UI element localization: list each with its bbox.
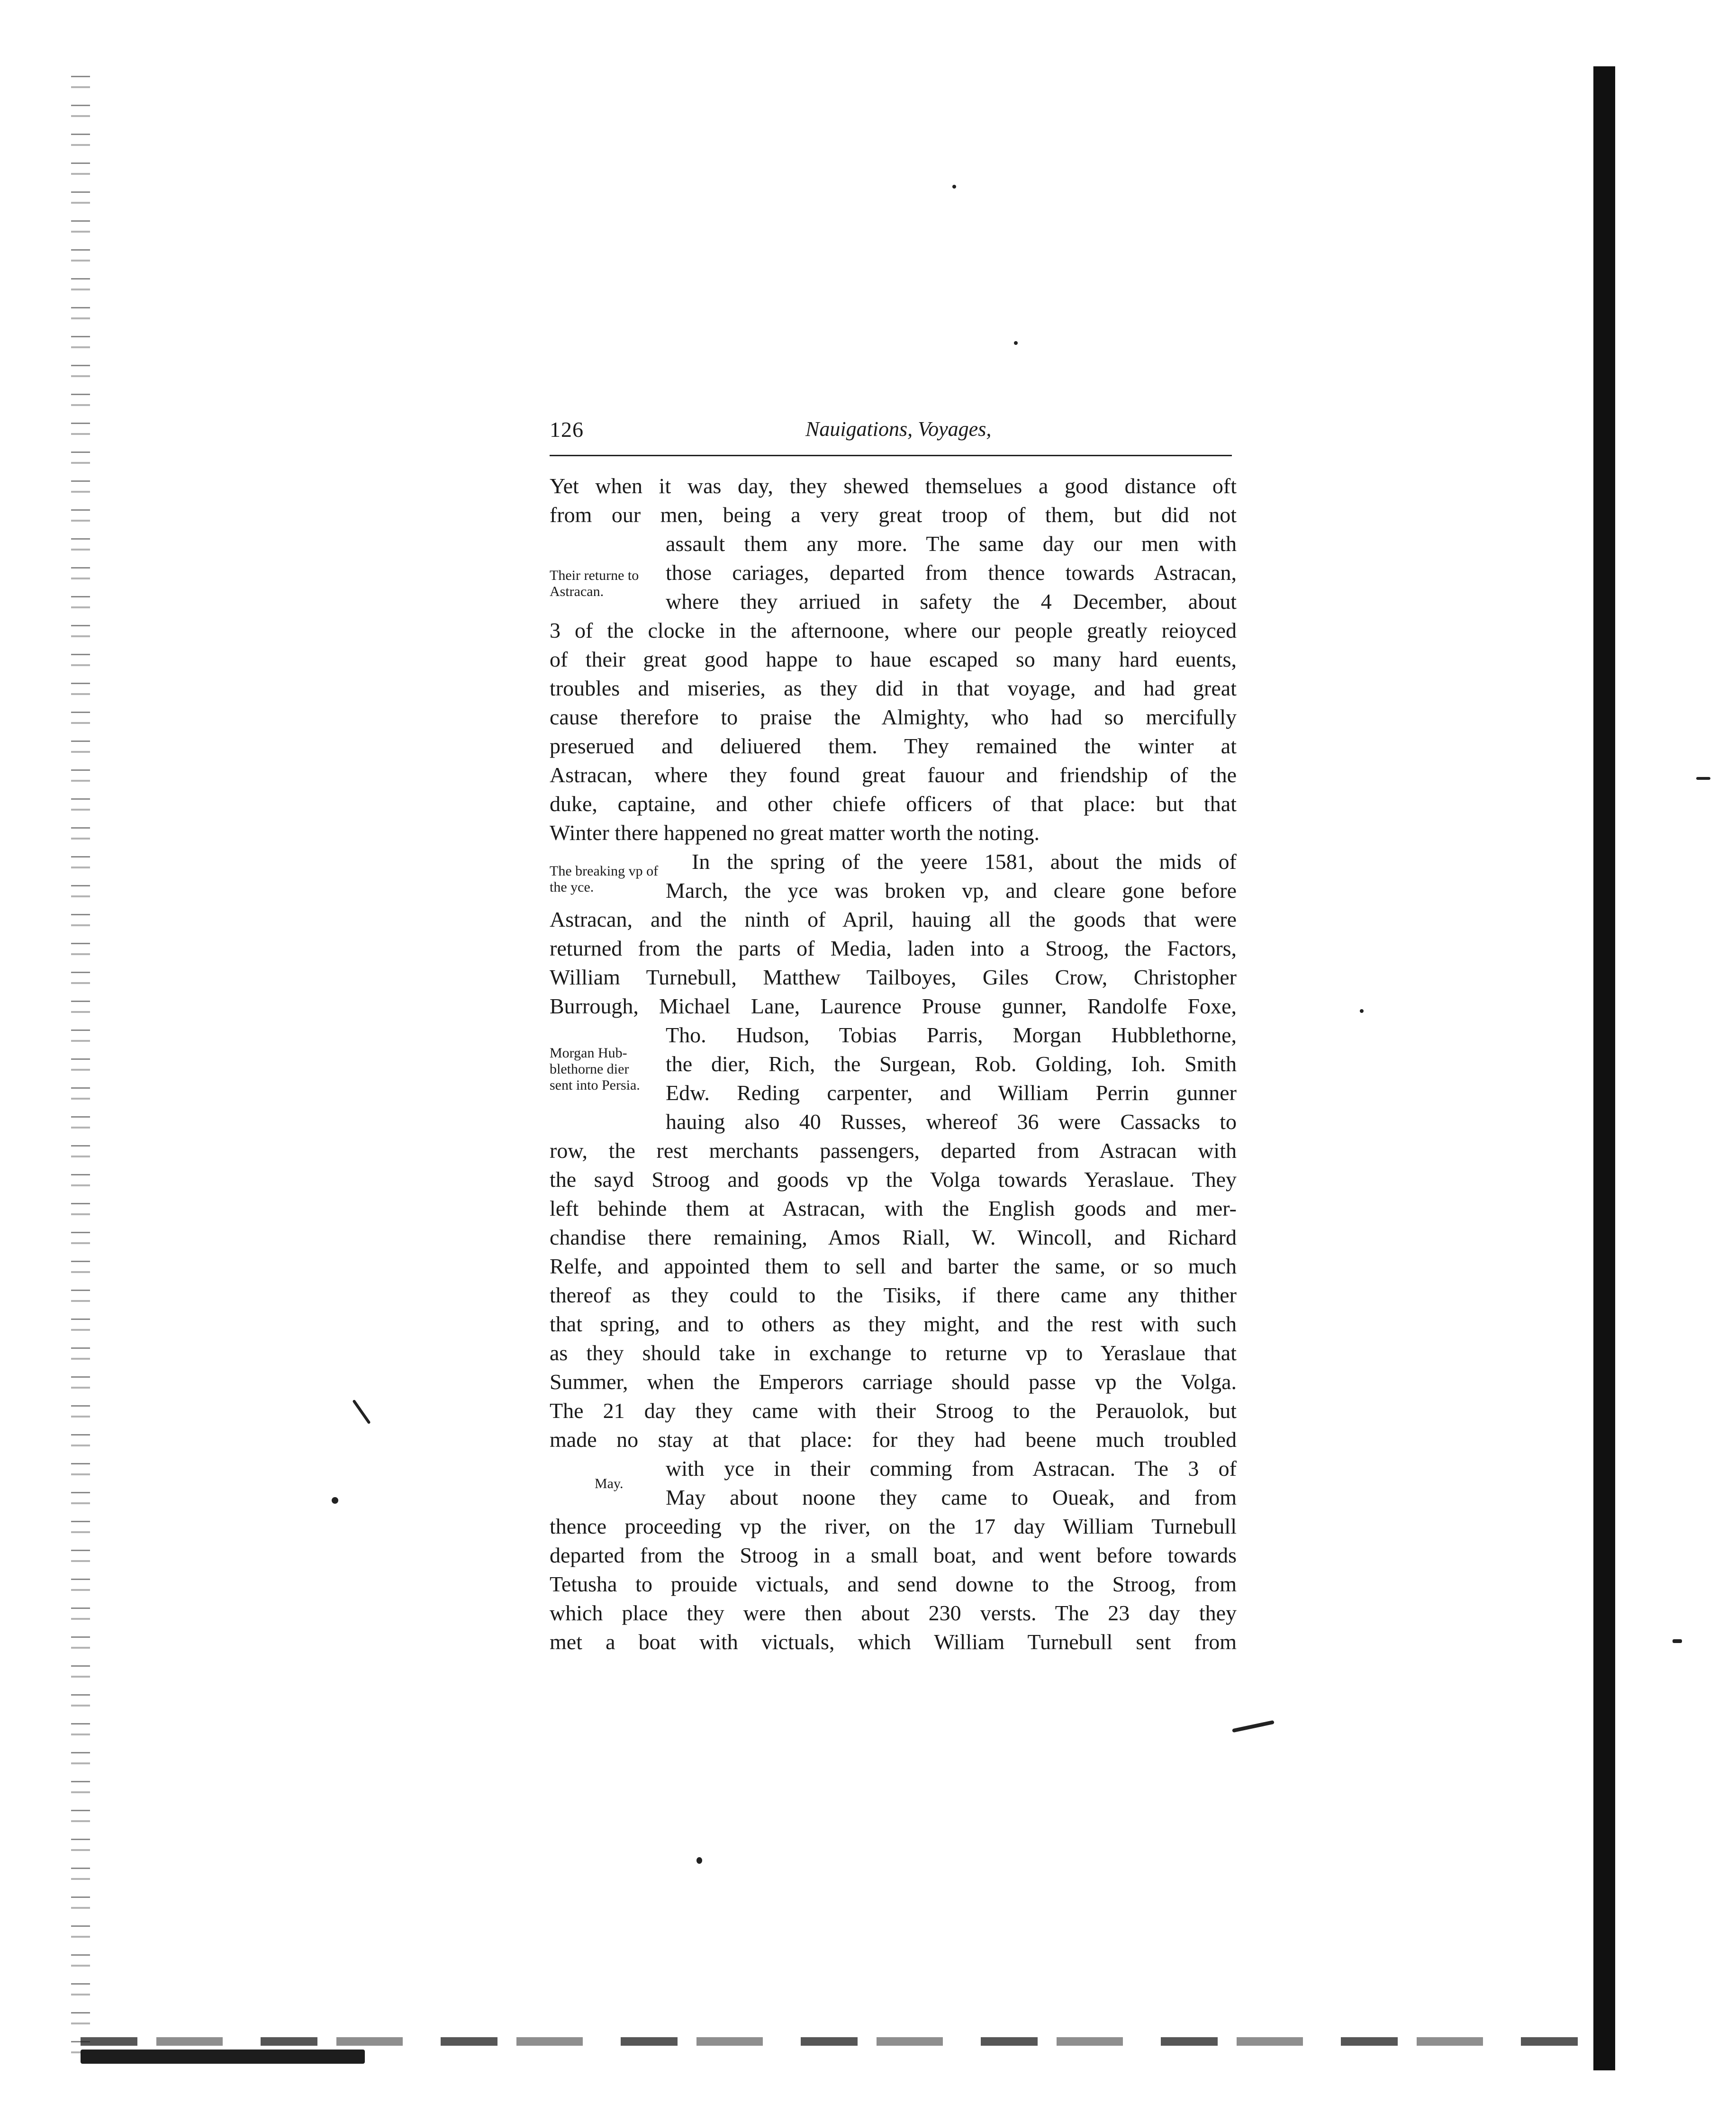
margin-note-returne: Their returne to Astracan.	[550, 568, 639, 599]
margin-note-may: May.	[595, 1476, 624, 1491]
text-line: May about noone they came to Oueak, and from	[666, 1485, 1237, 1509]
text-line: row, the rest merchants passengers, departed from Astracan with	[550, 1138, 1237, 1163]
text-line: the sayd Stroog and goods vp the Volga towards Yeraslaue. They	[550, 1167, 1237, 1192]
text-line: Edw. Reding carpenter, and William Perrin gunner	[666, 1081, 1237, 1105]
text-line: thence proceeding vp the river, on the 17 day William Turnebull	[550, 1514, 1237, 1538]
text-line: that spring, and to others as they might, and the rest with such	[550, 1312, 1237, 1336]
text-line: troubles and miseries, as they did in that voyage, and had great	[550, 676, 1237, 700]
text-line: Tetusha to prouide victuals, and send downe to the Stroog, from	[550, 1572, 1237, 1596]
scan-speck	[352, 1400, 371, 1425]
text-line: preserued and deliuered them. They remained the winter at	[550, 734, 1237, 758]
text-line: Summer, when the Emperors carriage should passe vp the Volga.	[550, 1370, 1237, 1394]
binding-shadow-bar	[1593, 66, 1615, 2070]
scan-speck	[332, 1497, 338, 1504]
text-line: William Turnebull, Matthew Tailboyes, Giles Crow, Christopher	[550, 965, 1237, 989]
text-line: left behinde them at Astracan, with the English goods and mer-	[550, 1196, 1237, 1220]
text-line: made no stay at that place: for they had beene much troubled	[550, 1427, 1237, 1452]
text-line: the dier, Rich, the Surgean, Rob. Golding, Ioh. Smith	[666, 1052, 1237, 1076]
scan-speck	[1673, 1639, 1682, 1643]
page-number: 126	[550, 417, 584, 442]
text-line: from our men, being a very great troop of them, but did not	[550, 503, 1237, 527]
text-line: with yce in their comming from Astracan. The 3 of	[666, 1456, 1237, 1481]
header-rule	[550, 455, 1232, 456]
scan-speck	[1232, 1720, 1275, 1733]
text-line: assault them any more. The same day our men with	[666, 532, 1237, 556]
text-line: returned from the parts of Media, laden into a Stroog, the Factors,	[550, 936, 1237, 960]
scan-speck	[1360, 1009, 1364, 1013]
text-line: duke, captaine, and other chiefe officers of that place: but that	[550, 792, 1237, 816]
text-line: hauing also 40 Russes, whereof 36 were Cassacks to	[666, 1110, 1237, 1134]
text-line: as they should take in exchange to returne vp to Yeraslaue that	[550, 1341, 1237, 1365]
text-line: Relfe, and appointed them to sell and barter the same, or so much	[550, 1254, 1237, 1278]
text-line: of their great good happe to haue escaped so many hard euents,	[550, 647, 1237, 671]
text-line: chandise there remaining, Amos Riall, W. Wincoll, and Richard	[550, 1225, 1237, 1249]
text-line: Yet when it was day, they shewed themselues a good distance oft	[550, 474, 1237, 498]
scan-speck	[1696, 777, 1710, 780]
text-line: 3 of the clocke in the afternoone, where our people greatly reioyced	[550, 618, 1237, 642]
text-line: Astracan, where they found great fauour and friendship of the	[550, 763, 1237, 787]
text-line: Burrough, Michael Lane, Laurence Prouse gunner, Randolfe Foxe,	[550, 994, 1237, 1018]
text-line: Astracan, and the ninth of April, hauing all the goods that were	[550, 907, 1237, 931]
margin-note-morgan: Morgan Hub-blethorne dier sent into Persia.	[550, 1045, 640, 1093]
text-line: Winter there happened no great matter worth the noting.	[550, 821, 1040, 845]
scan-speck	[952, 185, 956, 189]
text-line: cause therefore to praise the Almighty, who had so mercifully	[550, 705, 1237, 729]
text-line: March, the yce was broken vp, and cleare gone before	[666, 878, 1237, 903]
bottom-edge-smudge	[81, 2037, 1587, 2046]
bottom-corner-smudge	[81, 2050, 365, 2064]
text-line: met a boat with victuals, which William Turnebull sent from	[550, 1630, 1237, 1654]
text-line: Tho. Hudson, Tobias Parris, Morgan Hubblethorne,	[666, 1023, 1237, 1047]
text-line: those cariages, departed from thence towards Astracan,	[666, 560, 1237, 585]
text-line: thereof as they could to the Tisiks, if there came any thither	[550, 1283, 1237, 1307]
text-line: The 21 day they came with their Stroog to the Perauolok, but	[550, 1399, 1237, 1423]
text-line: In the spring of the yeere 1581, about the mids of	[692, 849, 1237, 874]
running-title: Nauigations, Voyages,	[805, 417, 992, 441]
margin-note-yce: The breaking vp of the yce.	[550, 863, 659, 895]
text-line: which place they were then about 230 versts. The 23 day they	[550, 1601, 1237, 1625]
left-edge-noise	[71, 76, 90, 2066]
text-line: where they arriued in safety the 4 December, about	[666, 589, 1237, 614]
page-header	[550, 417, 1251, 450]
text-line: departed from the Stroog in a small boat, and went before towards	[550, 1543, 1237, 1567]
scan-speck	[696, 1857, 702, 1864]
scan-speck	[1014, 341, 1018, 345]
